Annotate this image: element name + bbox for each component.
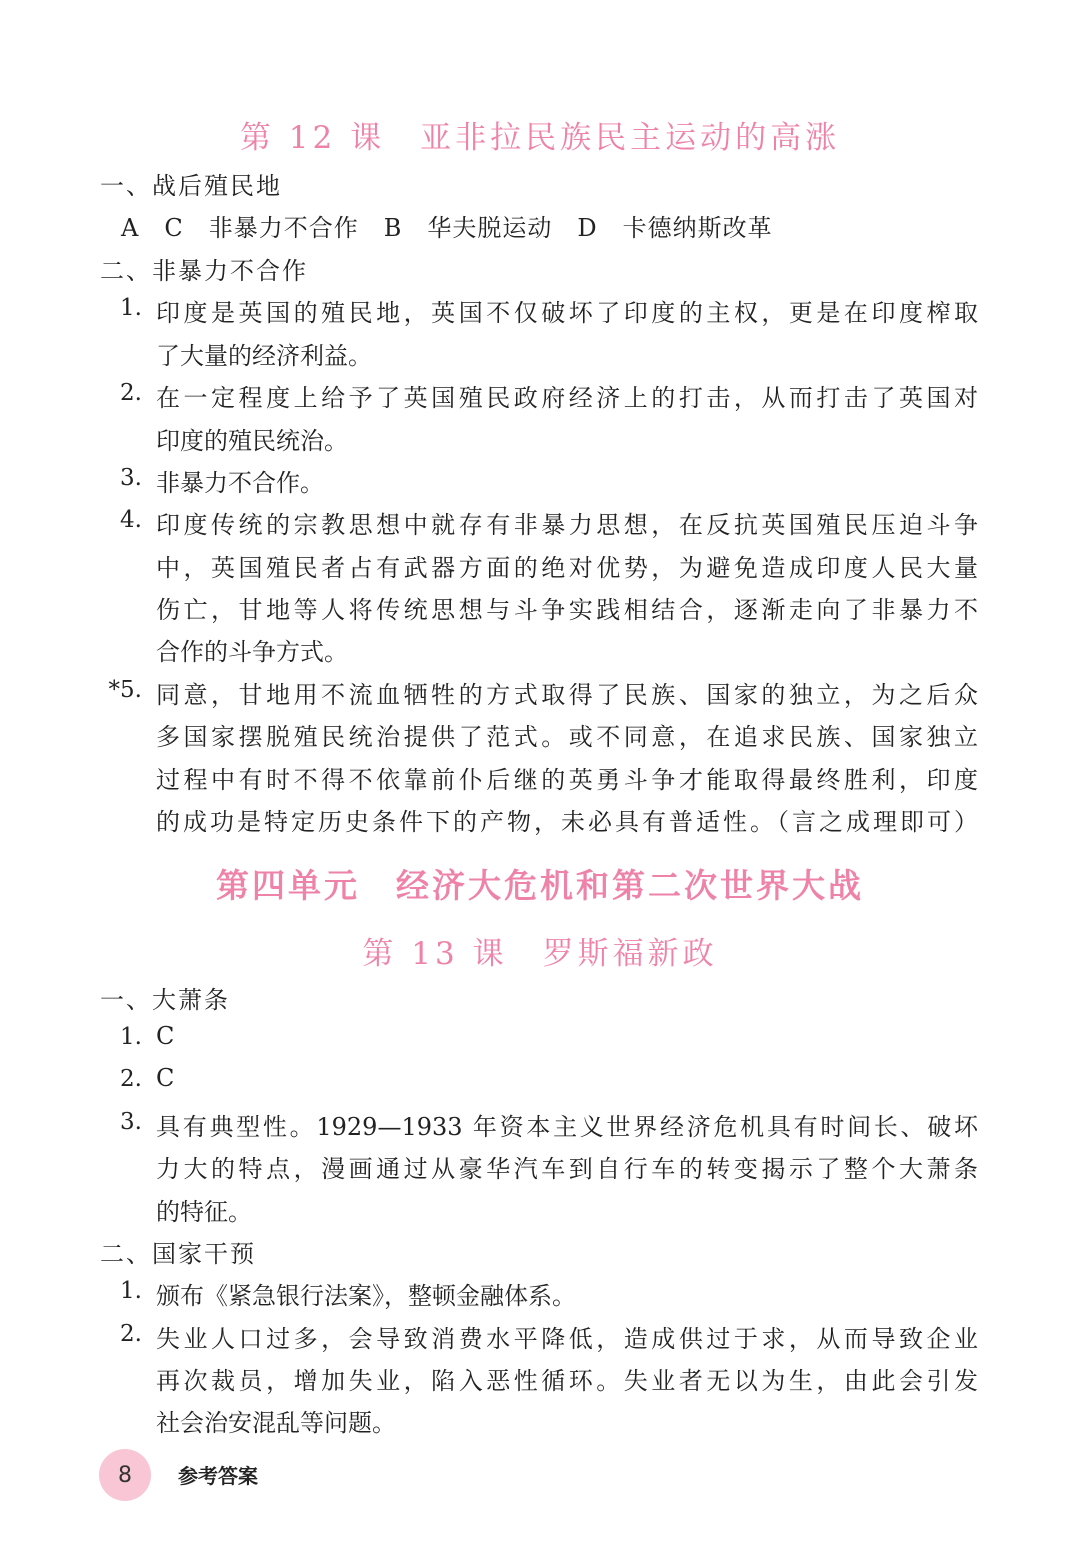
item-number: 4. xyxy=(120,507,142,533)
answer-text-line: 印度是英国的殖民地，英国不仅破坏了印度的主权，更是在印度榨取 xyxy=(156,299,978,327)
item-number: 1. xyxy=(120,295,142,321)
answer-text-line: 同意，甘地用不流血牺牲的方式取得了民族、国家的独立，为之后众 xyxy=(156,681,978,709)
answer-text-line: C xyxy=(156,1064,175,1092)
item-number: 2. xyxy=(120,1066,142,1092)
page-number-badge xyxy=(99,1449,151,1501)
item-number: 1. xyxy=(120,1024,142,1050)
item-number: 3. xyxy=(120,465,142,491)
answer-text-line: 社会治安混乱等问题。 xyxy=(156,1409,396,1437)
answer-text-line: 再次裁员，增加失业，陷入恶性循环。失业者无以为生，由此会引发 xyxy=(156,1367,978,1395)
section-heading-depression: 一、大萧条 xyxy=(100,986,230,1014)
answer-text-line: 伤亡，甘地等人将传统思想与斗争实践相结合，逐渐走向了非暴力不 xyxy=(156,596,978,624)
section-heading-nonviolence: 二、非暴力不合作 xyxy=(100,257,308,285)
lesson-12-title: 第 12 课 亚非拉民族民主运动的高涨 xyxy=(239,120,841,156)
answer-text-line: 在一定程度上给予了英国殖民政府经济上的打击，从而打击了英国对 xyxy=(156,384,978,412)
item-number: 2. xyxy=(120,380,142,406)
footer-label: 参考答案 xyxy=(178,1464,258,1488)
item-number: 2. xyxy=(120,1321,142,1347)
answer-text-line: 的成功是特定历史条件下的产物，未必具有普适性。（言之成理即可） xyxy=(156,808,978,836)
item-number: 3. xyxy=(120,1109,142,1135)
item-number: 1. xyxy=(120,1278,142,1304)
answer-text-line: 印度传统的宗教思想中就存有非暴力思想，在反抗英国殖民压迫斗争 xyxy=(156,511,978,539)
answer-text-line: 了大量的经济利益。 xyxy=(156,342,372,370)
answer-text-line: 多国家摆脱殖民统治提供了范式。或不同意，在追求民族、国家独立 xyxy=(156,723,978,751)
answer-text-line: 合作的斗争方式。 xyxy=(156,638,348,666)
answer-text-line: 力大的特点，漫画通过从豪华汽车到自行车的转变揭示了整个大萧条 xyxy=(156,1155,978,1183)
answer-text-line: C xyxy=(156,1022,175,1050)
answer-text-line: 颁布《紧急银行法案》，整顿金融体系。 xyxy=(156,1282,576,1310)
answer-text-line: 失业人口过多，会导致消费水平降低，造成供过于求，从而导致企业 xyxy=(156,1325,978,1353)
unit-4-title: 第四单元 经济大危机和第二次世界大战 xyxy=(216,866,864,905)
section-heading-postwar-colonies: 一、战后殖民地 xyxy=(100,172,282,200)
item-number: *5. xyxy=(108,677,142,703)
answer-text-line: 中，英国殖民者占有武器方面的绝对优势，为避免造成印度人民大量 xyxy=(156,554,978,582)
answer-text-line: 印度的殖民统治。 xyxy=(156,427,348,455)
section-heading-state-intervention: 二、国家干预 xyxy=(100,1240,256,1268)
answer-text-line: 过程中有时不得不依靠前仆后继的英勇斗争才能取得最终胜利，印度 xyxy=(156,766,978,794)
answer-text-line: 的特征。 xyxy=(156,1198,252,1226)
answer-line: A C 非暴力不合作 B 华夫脱运动 D 卡德纳斯改革 xyxy=(121,214,773,242)
page-number: 8 xyxy=(118,1462,132,1488)
answer-text-line: 具有典型性。1929—1933 年资本主义世界经济危机具有时间长、破坏 xyxy=(156,1113,978,1141)
answer-text-line: 非暴力不合作。 xyxy=(156,469,324,497)
lesson-13-title: 第 13 课 罗斯福新政 xyxy=(362,936,718,972)
